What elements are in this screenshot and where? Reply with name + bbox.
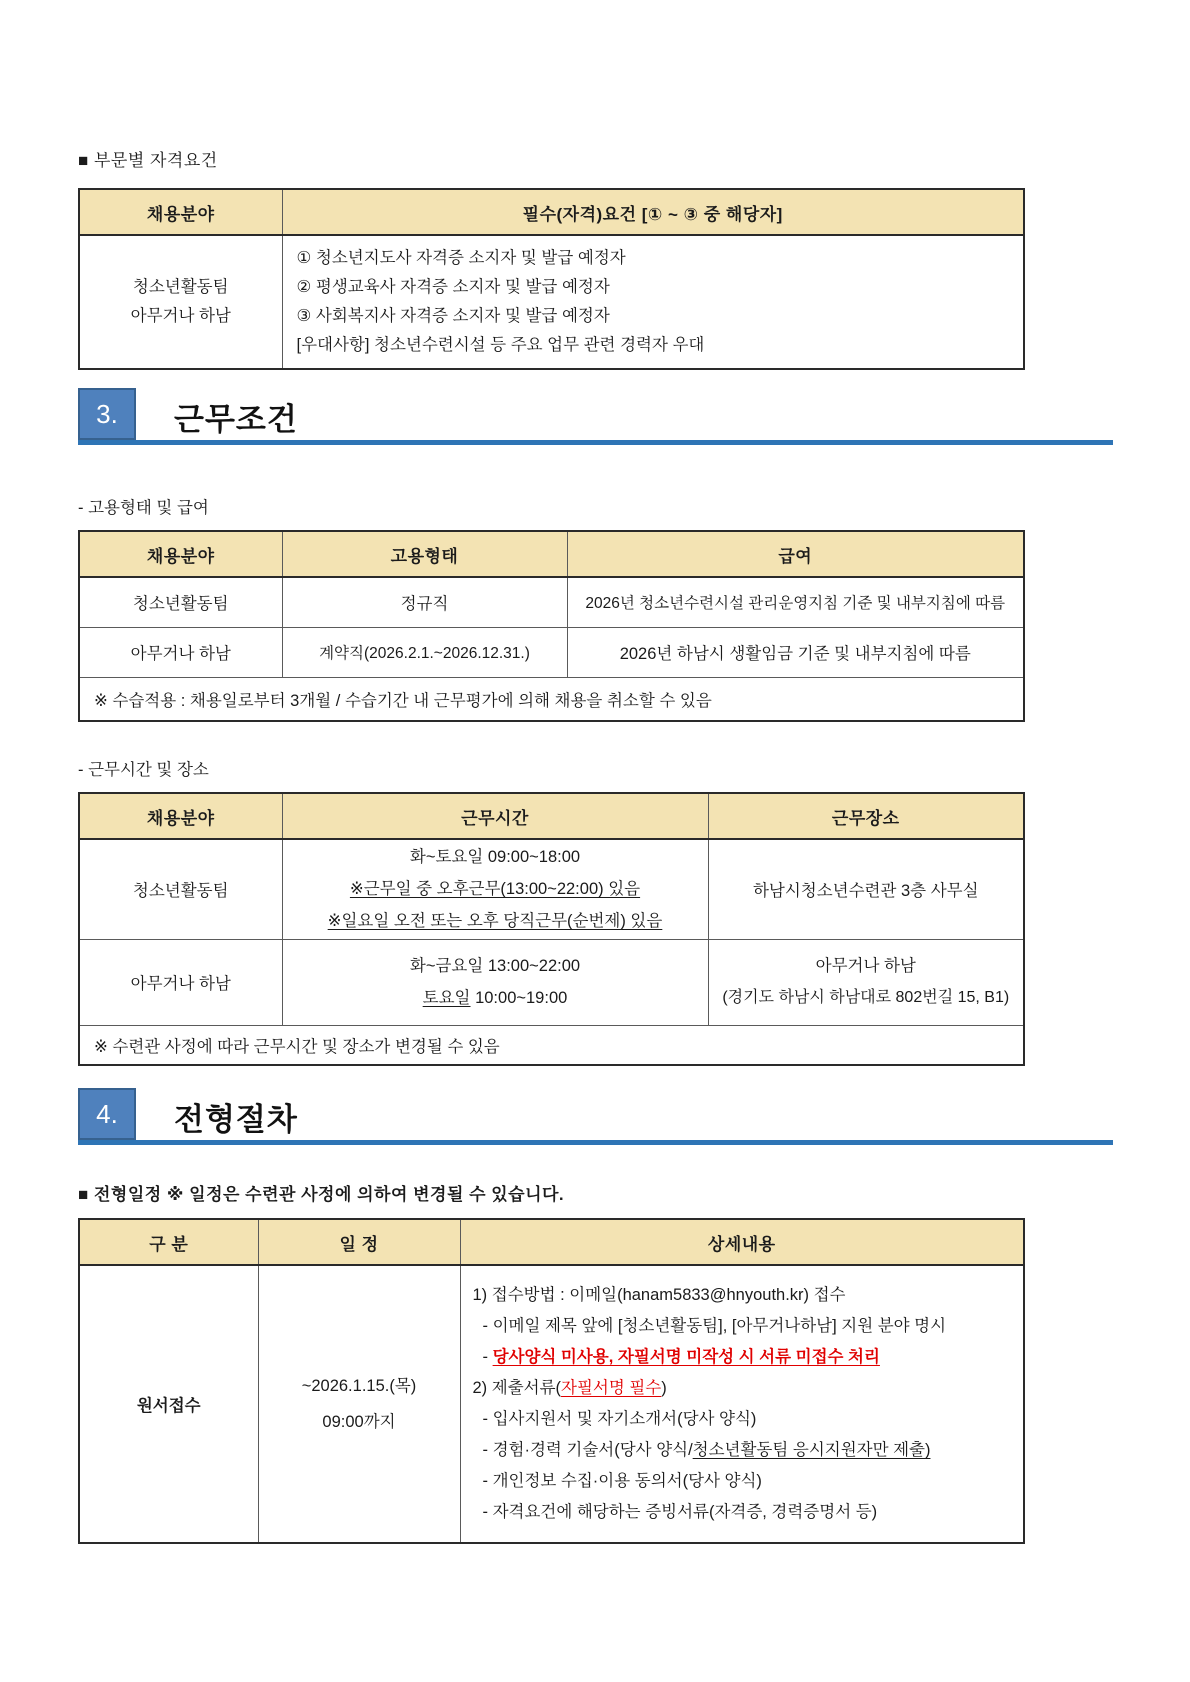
table-header-row: [79, 531, 1024, 577]
detail-line: 1) 접수방법 : 이메일(hanam5833@hnyouth.kr) 접수: [472, 1286, 846, 1304]
documents-suffix: ): [661, 1379, 667, 1397]
table-header-row: [79, 189, 1024, 235]
field-cell: [79, 235, 282, 369]
salary-cell: 2026년 하남시 생활임금 기준 및 내부지침에 따름: [567, 627, 1024, 677]
employment-table: [78, 530, 1025, 722]
requirement-item: [우대사항] 청소년수련시설 등 주요 업무 관련 경력자 우대: [296, 336, 705, 354]
detail-line: - 입사지원서 및 자기소개서(당사 양식): [482, 1410, 757, 1428]
section-title: 전형절차: [174, 1102, 298, 1137]
table-note-row: [79, 677, 1024, 721]
field-line: 청소년활동팀: [132, 278, 229, 296]
col-header-field: 채용분야: [79, 793, 282, 839]
col-header-field: 채용분야: [79, 189, 282, 235]
date-line: ~2026.1.15.(목): [301, 1377, 417, 1395]
table-row: [79, 939, 1024, 1025]
col-header-date: 일 정: [258, 1219, 460, 1265]
section-underline-bar: [78, 1140, 1113, 1145]
table-header-row: [79, 1219, 1024, 1265]
schedule-heading: ■ 전형일정 ※ 일정은 수련관 사정에 의하여 변경될 수 있습니다.: [78, 1185, 565, 1204]
qualification-table: [78, 188, 1025, 370]
worktime-table: [78, 792, 1025, 1066]
dash-prefix: -: [482, 1348, 493, 1366]
col-header-salary: 급여: [567, 531, 1024, 577]
field-cell: 아무거나 하남: [79, 627, 282, 677]
detail-cell: [460, 1265, 1024, 1543]
section-number-badge: 3.: [78, 388, 136, 440]
place-line: (경기도 하남시 하남대로 802번길 15, B1): [722, 989, 1010, 1006]
saturday-hours: 10:00~19:00: [470, 989, 568, 1007]
detail-line: - 개인정보 수집·이용 동의서(당사 양식): [482, 1472, 762, 1490]
section-number-badge: 4.: [78, 1088, 136, 1140]
time-line: 화~토요일 09:00~18:00: [409, 848, 581, 867]
date-cell: [258, 1265, 460, 1543]
detail-line: [473, 1373, 1020, 1404]
employment-label: - 고용형태 및 급여: [78, 499, 209, 517]
category-cell: 원서접수: [79, 1265, 258, 1543]
saturday-underlined: 토요일: [422, 989, 471, 1007]
time-line: 화~금요일 13:00~22:00: [409, 957, 581, 975]
section-underline-bar: [78, 440, 1113, 445]
col-header-detail: 상세내용: [460, 1219, 1024, 1265]
documents-prefix: 2) 제출서류(: [472, 1379, 562, 1397]
col-header-place: 근무장소: [708, 793, 1024, 839]
schedule-table: [78, 1218, 1025, 1544]
table-row: [79, 577, 1024, 627]
requirements-cell: [282, 235, 1024, 369]
salary-cell: 2026년 청소년수련시설 관리운영지침 기준 및 내부지침에 따름: [567, 577, 1024, 627]
field-cell: 청소년활동팀: [79, 577, 282, 627]
field-cell: 아무거나 하남: [79, 939, 282, 1025]
col-header-requirements: 필수(자격)요건 [① ~ ③ 중 해당자]: [282, 189, 1024, 235]
qualification-heading: ■ 부문별 자격요건: [78, 151, 218, 170]
worktime-label: - 근무시간 및 장소: [78, 761, 209, 779]
requirement-item: ③ 사회복지사 자격증 소지자 및 발급 예정자: [296, 307, 610, 325]
detail-line: [473, 1435, 1020, 1466]
place-cell: 하남시청소년수련관 3층 사무실: [708, 839, 1024, 939]
table-row: [79, 1265, 1024, 1543]
worktime-note: ※ 수련관 사정에 따라 근무시간 및 장소가 변경될 수 있음: [79, 1025, 1024, 1065]
time-line-underlined: ※일요일 오전 또는 오후 당직근무(순번제) 있음: [327, 912, 663, 931]
field-cell: 청소년활동팀: [79, 839, 282, 939]
place-cell: [708, 939, 1024, 1025]
requirement-item: ① 청소년지도사 자격증 소지자 및 발급 예정자: [296, 249, 626, 267]
section-3-header: [78, 388, 1113, 445]
time-line: [283, 982, 708, 1014]
date-line: 09:00까지: [322, 1413, 396, 1431]
field-line: 아무거나 하남: [130, 307, 231, 325]
col-header-category: 구 분: [79, 1219, 258, 1265]
type-cell: 정규직: [282, 577, 567, 627]
time-line-underlined: ※근무일 중 오후근무(13:00~22:00) 있음: [349, 880, 641, 899]
table-row: [79, 235, 1024, 369]
experience-doc-prefix: - 경험·경력 기술서(당사 양식/: [482, 1441, 693, 1459]
probation-note: ※ 수습적용 : 채용일로부터 3개월 / 수습기간 내 근무평가에 의해 채용을 취소할 수 있음: [79, 677, 1024, 721]
table-row: [79, 839, 1024, 939]
place-line: 아무거나 하남: [815, 957, 916, 975]
team-only-underlined: 청소년활동팀 응시지원자만 제출): [692, 1441, 931, 1459]
detail-line: - 자격요건에 해당하는 증빙서류(자격증, 경력증명서 등): [482, 1503, 878, 1521]
col-header-field: 채용분야: [79, 531, 282, 577]
type-cell: 계약직(2026.2.1.~2026.12.31.): [282, 627, 567, 677]
table-header-row: [79, 793, 1024, 839]
warning-red-text: 당사양식 미사용, 자필서명 미작성 시 서류 미접수 처리: [492, 1348, 880, 1366]
col-header-type: 고용형태: [282, 531, 567, 577]
time-cell: [282, 839, 708, 939]
col-header-time: 근무시간: [282, 793, 708, 839]
section-4-header: [78, 1088, 1113, 1145]
detail-line-warning: [473, 1342, 1020, 1373]
table-note-row: [79, 1025, 1024, 1065]
section-title: 근무조건: [174, 402, 298, 437]
detail-line: - 이메일 제목 앞에 [청소년활동팀], [아무거나하남] 지원 분야 명시: [482, 1317, 947, 1335]
table-row: [79, 627, 1024, 677]
time-cell: [282, 939, 708, 1025]
signature-required-red-text: 자필서명 필수: [561, 1379, 662, 1397]
requirement-item: ② 평생교육사 자격증 소지자 및 발급 예정자: [296, 278, 610, 296]
